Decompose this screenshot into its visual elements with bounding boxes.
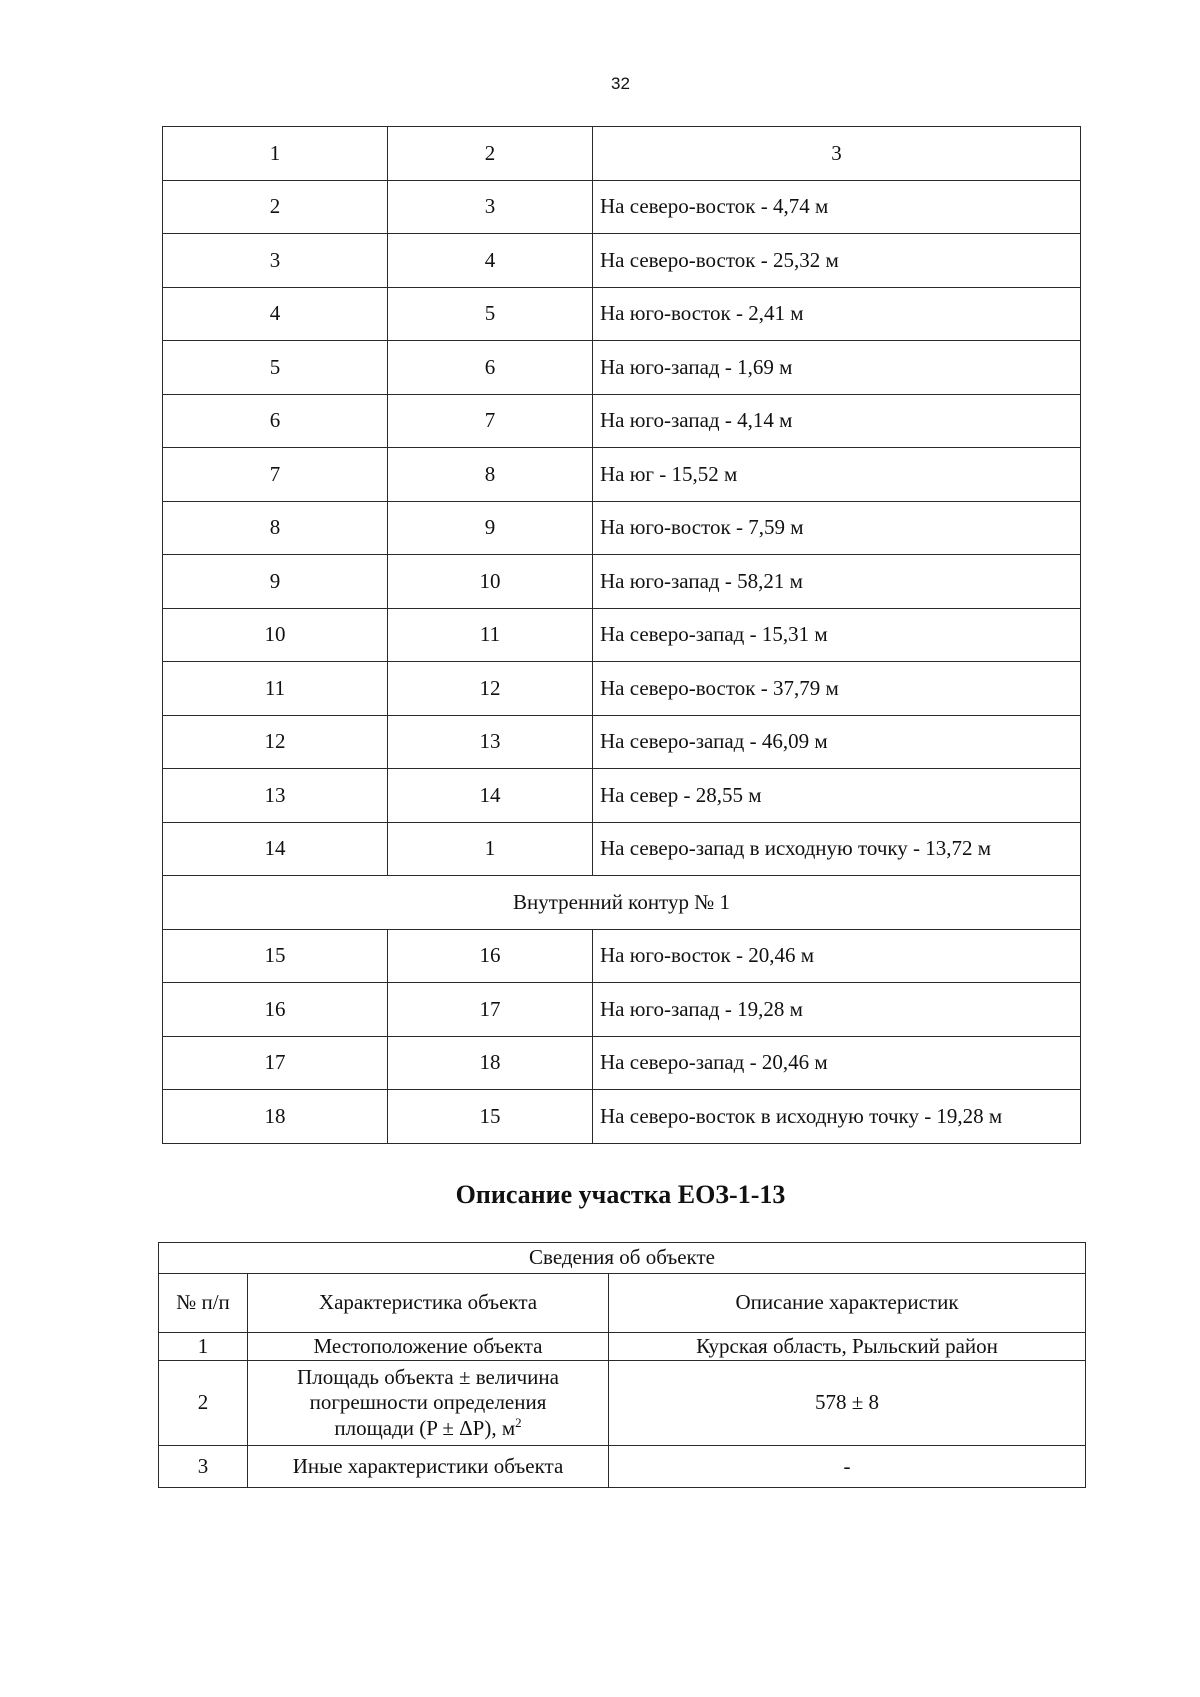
from-point: 15 (163, 929, 388, 983)
characteristic-line: погрешности определения (309, 1389, 547, 1414)
characteristic (248, 1361, 609, 1446)
from-point: 2 (163, 180, 388, 234)
unit-exponent: 2 (515, 1415, 522, 1431)
row-number: 2 (159, 1361, 248, 1446)
table-row (163, 822, 1081, 876)
direction-distance: На северо-восток - 4,74 м (593, 180, 1081, 234)
section-row (163, 876, 1081, 930)
row-number: 3 (159, 1446, 248, 1488)
direction-distance: На юго-запад - 4,14 м (593, 394, 1081, 448)
direction-distance: На юг - 15,52 м (593, 448, 1081, 502)
from-point: 16 (163, 983, 388, 1037)
direction-distance: На юго-восток - 20,46 м (593, 929, 1081, 983)
to-point: 18 (388, 1036, 593, 1090)
to-point: 14 (388, 769, 593, 823)
characteristic: Иные характеристики объекта (248, 1446, 609, 1488)
to-point: 16 (388, 929, 593, 983)
table-row (163, 662, 1081, 716)
to-point: 8 (388, 448, 593, 502)
inner-contour-title: Внутренний контур № 1 (163, 876, 1081, 930)
column-header: 1 (163, 127, 388, 181)
table-row (163, 394, 1081, 448)
to-point: 1 (388, 822, 593, 876)
from-point: 9 (163, 555, 388, 609)
to-point: 5 (388, 287, 593, 341)
direction-distance: На северо-восток в исходную точку - 19,28 м (593, 1090, 1081, 1144)
direction-distance: На север - 28,55 м (593, 769, 1081, 823)
boundary-table (162, 126, 1081, 1144)
to-point: 15 (388, 1090, 593, 1144)
direction-distance: На юго-восток - 7,59 м (593, 501, 1081, 555)
to-point: 17 (388, 983, 593, 1037)
table-caption: Сведения об объекте (159, 1243, 1086, 1274)
from-point: 14 (163, 822, 388, 876)
table-row (163, 1090, 1081, 1144)
direction-distance: На северо-запад - 15,31 м (593, 608, 1081, 662)
to-point: 7 (388, 394, 593, 448)
table-row (159, 1361, 1086, 1446)
from-point: 10 (163, 608, 388, 662)
table-row (163, 501, 1081, 555)
to-point: 6 (388, 341, 593, 395)
from-point: 5 (163, 341, 388, 395)
table-row (163, 1036, 1081, 1090)
column-header: № п/п (159, 1274, 248, 1333)
from-point: 13 (163, 769, 388, 823)
from-point: 12 (163, 715, 388, 769)
characteristic-line-text: площади (P ± ΔP), м (334, 1416, 516, 1441)
from-point: 17 (163, 1036, 388, 1090)
table-caption-row (159, 1243, 1086, 1274)
to-point: 3 (388, 180, 593, 234)
table-row (163, 180, 1081, 234)
description: Курская область, Рыльский район (609, 1333, 1086, 1361)
description: 578 ± 8 (609, 1361, 1086, 1446)
table-header-row (163, 127, 1081, 181)
direction-distance: На северо-запад - 46,09 м (593, 715, 1081, 769)
direction-distance: На юго-запад - 19,28 м (593, 983, 1081, 1037)
from-point: 18 (163, 1090, 388, 1144)
table-row (163, 234, 1081, 288)
from-point: 11 (163, 662, 388, 716)
direction-distance: На северо-запад - 20,46 м (593, 1036, 1081, 1090)
direction-distance: На северо-восток - 37,79 м (593, 662, 1081, 716)
direction-distance: На северо-восток - 25,32 м (593, 234, 1081, 288)
column-header: 2 (388, 127, 593, 181)
table-row (159, 1446, 1086, 1488)
table-row (163, 341, 1081, 395)
table-row (163, 769, 1081, 823)
table-row (163, 555, 1081, 609)
characteristic-line (248, 1415, 608, 1441)
table-row (163, 715, 1081, 769)
direction-distance: На юго-восток - 2,41 м (593, 287, 1081, 341)
from-point: 6 (163, 394, 388, 448)
table-header-row (159, 1274, 1086, 1333)
direction-distance: На юго-запад - 58,21 м (593, 555, 1081, 609)
table-row (163, 448, 1081, 502)
to-point: 10 (388, 555, 593, 609)
section-title: Описание участка ЕОЗ-1-13 (455, 1180, 786, 1209)
column-header: Характеристика объекта (248, 1274, 609, 1333)
table-row (163, 608, 1081, 662)
description: - (609, 1446, 1086, 1488)
column-header: 3 (593, 127, 1081, 181)
characteristic-line: Площадь объекта ± величина (297, 1364, 559, 1389)
from-point: 4 (163, 287, 388, 341)
table-row (163, 983, 1081, 1037)
characteristic: Местоположение объекта (248, 1333, 609, 1361)
row-number: 1 (159, 1333, 248, 1361)
table-row (159, 1333, 1086, 1361)
column-header: Описание характеристик (609, 1274, 1086, 1333)
direction-distance: На северо-запад в исходную точку - 13,72 м (593, 822, 1081, 876)
table-row (163, 287, 1081, 341)
to-point: 12 (388, 662, 593, 716)
object-info-table (158, 1242, 1086, 1488)
from-point: 8 (163, 501, 388, 555)
from-point: 3 (163, 234, 388, 288)
boundary-table-body (163, 127, 1081, 1144)
table-row (163, 929, 1081, 983)
to-point: 4 (388, 234, 593, 288)
from-point: 7 (163, 448, 388, 502)
page-number: 32 (611, 74, 630, 93)
to-point: 13 (388, 715, 593, 769)
to-point: 9 (388, 501, 593, 555)
direction-distance: На юго-запад - 1,69 м (593, 341, 1081, 395)
to-point: 11 (388, 608, 593, 662)
